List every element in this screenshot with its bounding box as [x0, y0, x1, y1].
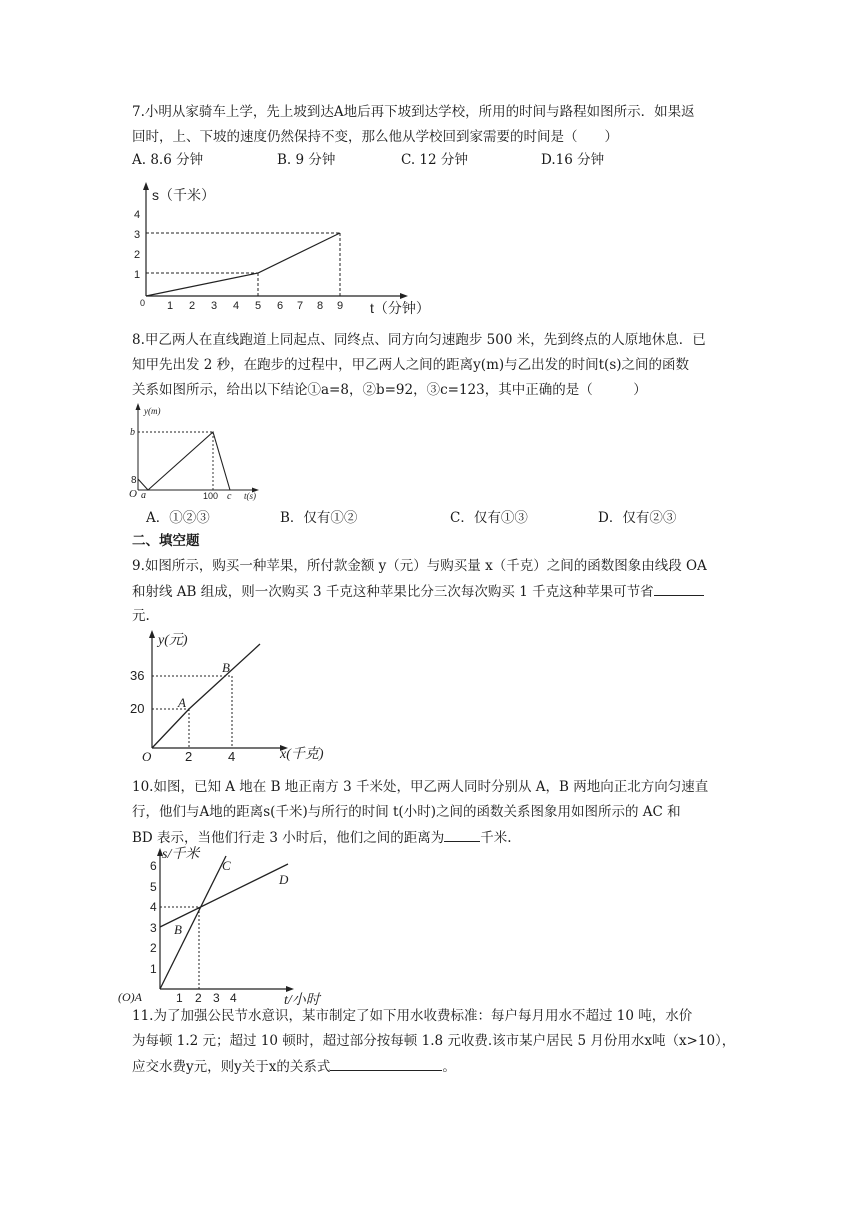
- q8-y-arrow: [136, 403, 141, 410]
- q8-option-a: A．①②③: [146, 510, 210, 526]
- q11-line-3-end: 。: [442, 1059, 456, 1075]
- q11-line-3-text: 应交水费y元，则y关于x的关系式: [132, 1059, 331, 1075]
- q8-b-label: b: [130, 427, 135, 438]
- q9-y-tick-20: 20: [130, 701, 145, 716]
- q9-origin: O: [142, 749, 152, 764]
- q9-line-2: [132, 581, 704, 602]
- q8-option-b: B．仅有①②: [280, 510, 358, 526]
- q8-100-label: 100: [203, 491, 219, 501]
- q8-a-label: a: [141, 490, 146, 501]
- q10-x-arrow: [286, 986, 294, 992]
- q7-x-label: t（分钟）: [370, 300, 430, 316]
- q10-y-tick: 6: [150, 859, 157, 873]
- q9-x-tick-4: 4: [228, 749, 236, 764]
- q7-origin: 0: [140, 298, 146, 308]
- q10-origin: (O)A: [118, 990, 142, 1004]
- q10-y-tick: 2: [150, 941, 157, 955]
- q9-line-3: 元.: [132, 608, 150, 624]
- q9-answer-blank[interactable]: [654, 581, 704, 596]
- q8-line-3: 关系如图所示，给出以下结论①a=8，②b=92，③c=123，其中正确的是（ ）: [132, 382, 647, 398]
- q8-origin: O: [129, 488, 137, 500]
- q7-x-tick: 6: [276, 300, 284, 312]
- q7-y-tick: 4: [133, 209, 141, 221]
- q7-x-tick: 8: [316, 300, 324, 312]
- q7-option-a: A. 8.6 分钟: [132, 152, 204, 168]
- q11-line-3: [132, 1056, 456, 1077]
- q9-data-line: [152, 644, 260, 748]
- q11-line-1: 11.为了加强公民节水意识，某市制定了如下用水收费标准：每户每月用水不超过 10 吨，水价: [132, 1008, 693, 1024]
- q7-y-label: s（千米）: [152, 187, 215, 203]
- q8-c-label: c: [227, 491, 232, 502]
- q9-y-label: y(元): [158, 633, 188, 648]
- q9-graph: [128, 628, 324, 764]
- q7-y-tick: 3: [133, 229, 141, 241]
- q7-x-tick: 7: [296, 300, 304, 312]
- q10-x-tick: 3: [213, 991, 220, 1005]
- q7-x-tick: 9: [336, 300, 344, 312]
- q10-line-2: 行，他们与A地的距离s(千米)与所行的时间 t(小时)之间的函数关系图象用如图所示的 AC 和: [132, 804, 681, 820]
- q8-data-line: [138, 432, 230, 490]
- q10-line-bd: [160, 864, 288, 927]
- q9-line-2-text: 和射线 AB 组成，则一次购买 3 千克这种苹果比分三次每次购买 1 千克这种苹果可节省: [132, 584, 654, 600]
- q8-y-label: y(m): [144, 406, 161, 416]
- section-title: 二、填空题: [132, 533, 200, 549]
- q7-x-tick: 2: [188, 300, 196, 312]
- q7-graph: [130, 182, 430, 317]
- q9-y-arrow: [149, 630, 155, 638]
- q8-option-d: D．仅有②③: [598, 510, 677, 526]
- q10-y-tick: 1: [150, 962, 157, 976]
- q7-y-arrow: [143, 182, 149, 190]
- q10-line-3-text: BD 表示，当他们行走 3 小时后，他们之间的距离为: [132, 830, 445, 846]
- q9-y-tick-36: 36: [130, 668, 145, 683]
- q10-x-label: t/小时: [284, 993, 320, 1008]
- q9-x-label: x(千克): [280, 747, 324, 762]
- q7-y-tick: 1: [133, 269, 141, 281]
- q8-line-1: 8.甲乙两人在直线跑道上同起点、同终点、同方向匀速跑步 500 米，先到终点的人原地休息．已: [132, 332, 706, 348]
- q7-x-arrow: [400, 293, 408, 299]
- q9-point-b: B: [222, 660, 230, 675]
- q7-x-tick: 1: [166, 300, 174, 312]
- q10-line-1: 10.如图，已知 A 地在 B 地正南方 3 千米处，甲乙两人同时分别从 A，B 两地向正北方向匀速直: [132, 779, 709, 795]
- q10-x-tick: 4: [230, 991, 237, 1005]
- q10-y-label: s/千米: [162, 847, 200, 862]
- q10-y-tick: 4: [150, 900, 157, 914]
- q7-data-line: [146, 233, 340, 296]
- q8-option-c: C．仅有①③: [450, 510, 528, 526]
- q9-point-a: A: [178, 695, 186, 710]
- q8-x-label: t(s): [244, 491, 256, 501]
- q11-line-2: 为每顿 1.2 元；超过 10 顿时，超过部分按每顿 1.8 元收费.该市某户居民 5 月份用水x吨（x>10），: [132, 1033, 736, 1049]
- q7-line-2: 回时，上、下坡的速度仍然保持不变，那么他从学校回到家需要的时间是（ ）: [132, 129, 618, 145]
- q7-x-tick: 5: [254, 300, 262, 312]
- q10-label-c: C: [222, 858, 231, 873]
- q8-line-2: 知甲先出发 2 秒，在跑步的过程中，甲乙两人之间的距离y(m)与乙出发的时间t(s)之间的函数: [132, 357, 690, 373]
- q10-line-3: [132, 827, 512, 848]
- q10-answer-blank[interactable]: [444, 827, 480, 842]
- q7-x-tick: 3: [210, 300, 218, 312]
- q10-x-tick: 1: [176, 991, 183, 1005]
- q10-x-tick: 2: [195, 991, 202, 1005]
- q10-label-d: D: [279, 872, 289, 887]
- q10-y-tick: 5: [150, 880, 157, 894]
- q7-x-tick: 4: [232, 300, 240, 312]
- q10-line-3-end: 千米.: [480, 830, 512, 846]
- q8-eight-label: 8: [131, 475, 137, 486]
- q11-answer-blank[interactable]: [330, 1056, 442, 1071]
- q8-graph: [122, 402, 262, 502]
- q7-option-b: B. 9 分钟: [277, 152, 336, 168]
- q10-label-b: B: [174, 922, 182, 937]
- q7-line-1: 7.小明从家骑车上学，先上坡到达A地后再下坡到达学校，所用的时间与路程如图所示．如果返: [132, 104, 695, 120]
- q9-line-1: 9.如图所示，购买一种苹果，所付款金额 y（元）与购买量 x（千克）之间的函数图象由线段 OA: [132, 558, 707, 574]
- q7-option-c: C. 12 分钟: [401, 152, 468, 168]
- q7-option-d: D.16 分钟: [541, 152, 605, 168]
- q9-x-tick-2: 2: [185, 749, 193, 764]
- q7-y-tick: 2: [133, 249, 141, 261]
- q10-graph: [118, 846, 328, 1006]
- q10-y-tick: 3: [150, 921, 157, 935]
